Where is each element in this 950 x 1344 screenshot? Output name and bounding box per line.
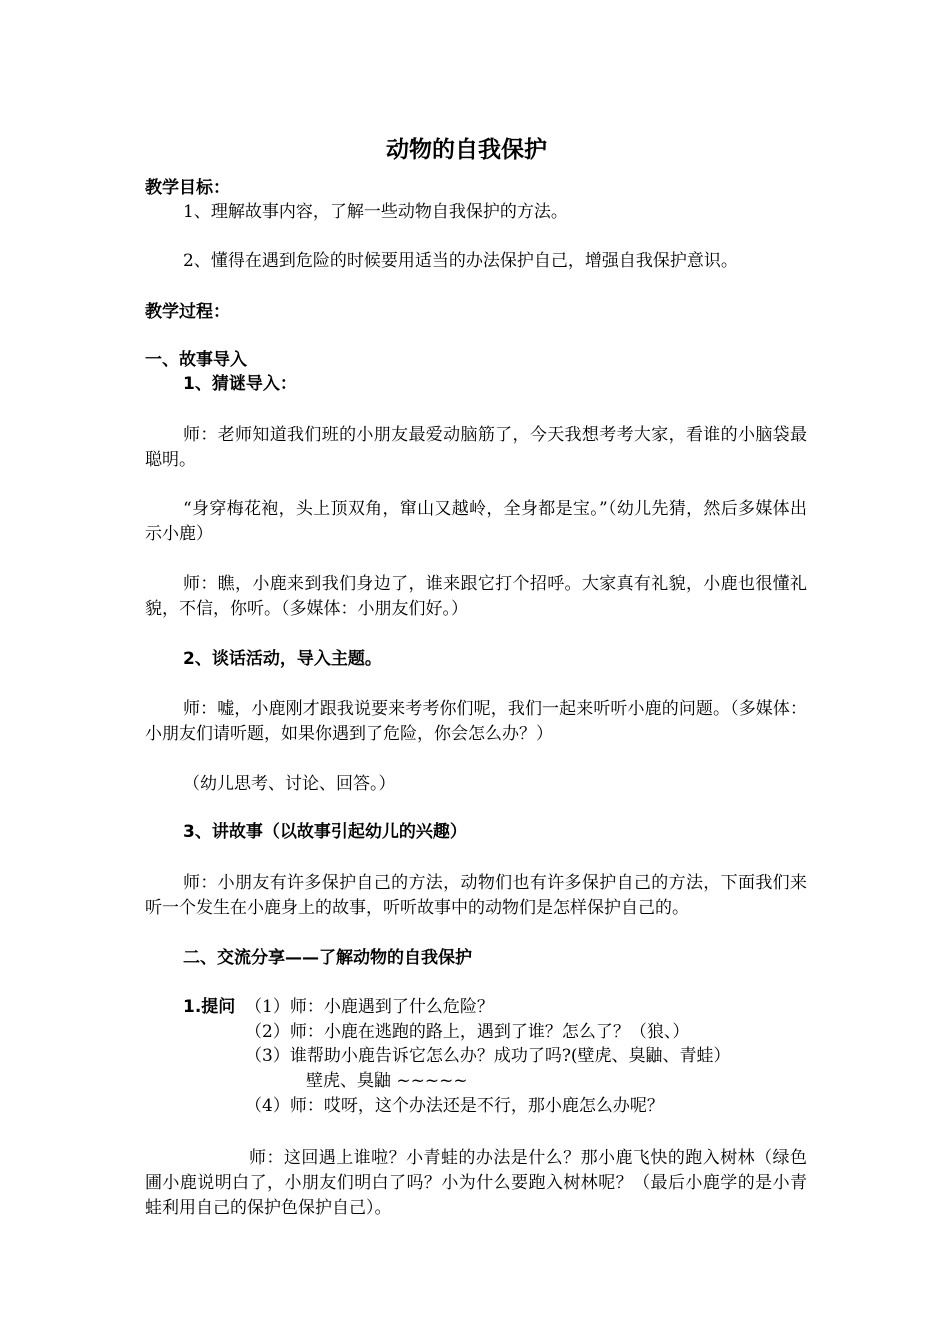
goals-heading: 教学目标： <box>145 178 230 198</box>
paragraph: 师：这回遇上谁啦？小青蛙的办法是什么？那小鹿飞快的跑入树林（绿色圃小鹿说明白了，小朋友们明白了吗？小为什么要跑入树林呢？（最后小鹿学的是小青蛙利用自己的保护色保护自己）。 <box>145 1148 807 1218</box>
question-note: 壁虎、臭鼬 ~~~~~ <box>306 1071 468 1091</box>
paragraph: 师：嘘，小鹿刚才跟我说要来考考你们呢，我们一起来听听小鹿的问题。（多媒体：小朋友们请听题，如果你遇到了危险，你会怎么办？） <box>145 699 807 744</box>
process-heading: 教学过程： <box>145 302 230 322</box>
paragraph: 师：瞧，小鹿来到我们身边了，谁来跟它打个招呼。大家真有礼貌，小鹿也很懂礼貌，不信，你听。（多媒体：小朋友们好。） <box>145 574 807 619</box>
paragraph: 师：小朋友有许多保护自己的方法，动物们也有许多保护自己的方法，下面我们来听一个发生在小鹿身上的故事，听听故事中的动物们是怎样保护自己的。 <box>145 873 807 918</box>
question-item: （2）师：小鹿在逃跑的路上，遇到了谁？怎么了？（狼、） <box>245 1022 690 1042</box>
question-item: （4）师：哎呀，这个办法还是不行，那小鹿怎么办呢？ <box>245 1096 664 1116</box>
step-heading: 3、讲故事（以故事引起幼儿的兴趣） <box>183 822 467 842</box>
question-item: （3）谁帮助小鹿告诉它怎么办？成功了吗?(壁虎、臭鼬、青蛙） <box>245 1046 731 1066</box>
goal-item: 1、理解故事内容，了解一些动物自我保护的方法。 <box>183 202 568 222</box>
paragraph: 师：老师知道我们班的小朋友最爱动脑筋了，今天我想考考大家，看谁的小脑袋最聪明。 <box>145 425 807 470</box>
section-heading: 二、交流分享——了解动物的自我保护 <box>183 948 472 968</box>
paragraph: （幼儿思考、讨论、回答。） <box>183 774 396 794</box>
page-title: 动物的自我保护 <box>386 137 547 163</box>
question-item: （1）师：小鹿遇到了什么危险？ <box>245 997 494 1017</box>
riddle-paragraph: “身穿梅花袍，头上顶双角，窜山又越岭，全身都是宝。”（幼儿先猜，然后多媒体出示小鹿） <box>145 499 807 544</box>
question-label: 1.提问 <box>183 997 236 1017</box>
step-heading: 2、谈话活动，导入主题。 <box>183 649 382 669</box>
section-heading: 一、故事导入 <box>145 350 247 370</box>
step-heading: 1、猜谜导入： <box>183 374 297 394</box>
goal-item: 2、懂得在遇到危险的时候要用适当的办法保护自己，增强自我保护意识。 <box>183 251 738 271</box>
